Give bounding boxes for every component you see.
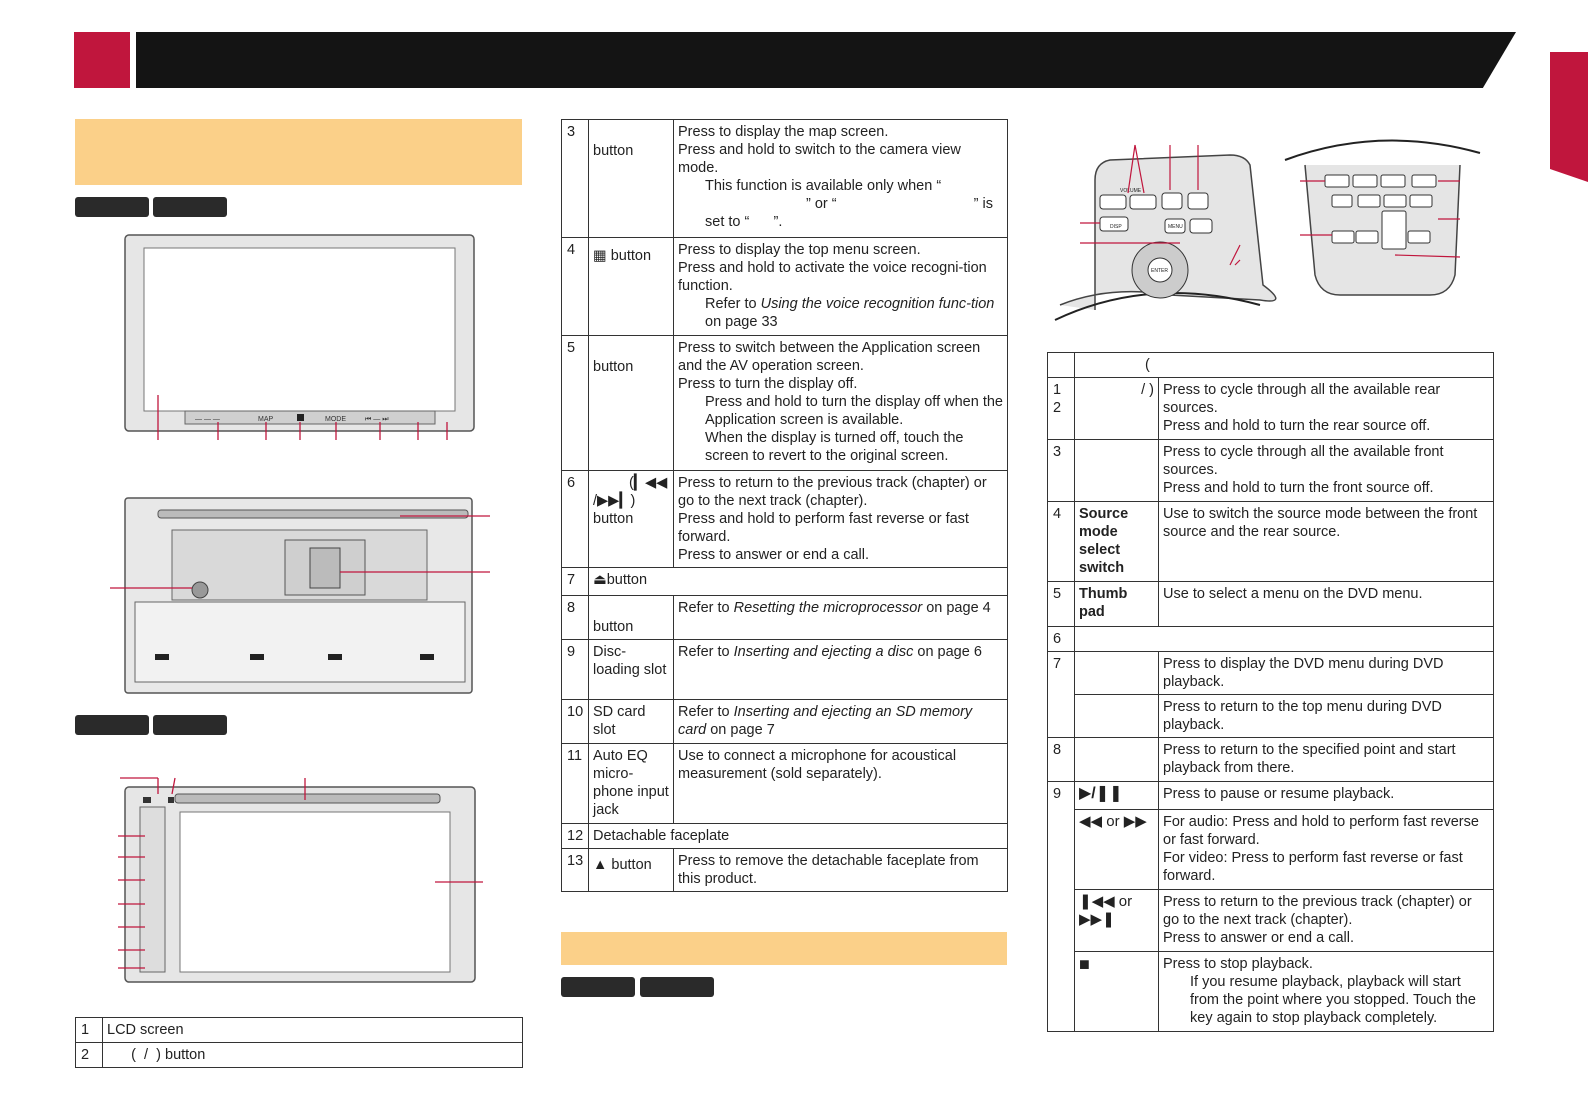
note-line: This function is available only when “ <box>705 178 942 194</box>
row-text: LCD screen <box>103 1018 523 1043</box>
desc-line: Press to switch between the Application screen and the AV operation screen. <box>678 340 981 374</box>
row-number: 7 <box>1048 652 1075 738</box>
model-tag-1 <box>75 197 149 217</box>
row-name: button <box>589 336 674 471</box>
row-number: 1 <box>76 1018 103 1043</box>
row-desc: Press to return to the previous track (chapter) or go to the next track (chapter). Press to answer or end a call. <box>1159 890 1494 952</box>
row-name: Source mode select switch <box>1075 502 1159 582</box>
row-number: 7 <box>562 568 589 596</box>
menu-grid-icon: ▦ <box>593 248 607 264</box>
table-row <box>562 120 1008 238</box>
row-number: 2 <box>76 1043 103 1068</box>
eject-icon: ⏏ <box>593 572 607 588</box>
note-line: set to “ ”. <box>705 214 783 230</box>
table-row <box>1048 582 1494 627</box>
table-row <box>562 471 1008 568</box>
row-number: 4 <box>562 238 589 336</box>
row-desc: Press to display the DVD menu during DVD playback. <box>1159 652 1494 695</box>
row-name: ( <box>1075 353 1494 378</box>
table-row <box>562 700 1008 744</box>
row-name: SD card slot <box>589 700 674 744</box>
row-desc <box>674 120 1008 238</box>
row-text: ( / ) button <box>103 1043 523 1068</box>
table-row <box>562 336 1008 471</box>
row-number <box>1048 353 1075 378</box>
row-number: 9 <box>1048 782 1075 1032</box>
row-desc: Use to connect a microphone for acoustical measurement (sold separately). <box>674 744 1008 824</box>
row-name <box>1075 627 1494 652</box>
row-number: 6 <box>1048 627 1075 652</box>
track-skip-icon: ❚◀◀ or ▶▶❚ <box>1075 890 1159 952</box>
row-name <box>1075 440 1159 502</box>
row-number: 11 <box>562 744 589 824</box>
note-line: Press and hold to turn the display off when the Application screen is available. <box>705 394 1003 428</box>
note-line: ” or “ ” is <box>806 196 993 212</box>
header-bar <box>136 32 1516 88</box>
remote-label: DISP <box>1110 224 1122 230</box>
row-desc <box>674 238 1008 336</box>
row-number: 5 <box>562 336 589 471</box>
table-row <box>562 744 1008 824</box>
row-number: 13 <box>562 849 589 892</box>
side-tab <box>1550 52 1588 182</box>
table-row <box>76 1043 523 1068</box>
row-name: ⏏button <box>589 568 1008 596</box>
row-number: 3 <box>562 120 589 238</box>
row-number: 1 2 <box>1048 378 1075 440</box>
row-number: 6 <box>562 471 589 568</box>
remote-label: VOLUME <box>1120 188 1142 194</box>
row-name <box>1075 695 1159 738</box>
row-name: button <box>589 596 674 640</box>
prev-track-icon: (▎◀◀ <box>629 475 668 491</box>
table-row <box>1048 810 1494 890</box>
table-row <box>562 824 1008 849</box>
table-left <box>75 1017 523 1068</box>
row-name: Thumb pad <box>1075 582 1159 627</box>
stop-icon: ■ <box>1075 952 1159 1032</box>
table-row <box>1048 952 1494 1032</box>
device-front-illustration <box>100 230 520 445</box>
row-number: 12 <box>562 824 589 849</box>
row-desc: Use to select a menu on the DVD menu. <box>1159 582 1494 627</box>
table-row <box>1048 627 1494 652</box>
row-number: 8 <box>562 596 589 640</box>
row-name: ▲ button <box>589 849 674 892</box>
row-number: 10 <box>562 700 589 744</box>
table-row <box>1048 502 1494 582</box>
table-row <box>1048 782 1494 810</box>
row-number: 5 <box>1048 582 1075 627</box>
model-tag-6 <box>640 977 714 997</box>
model-tag-3 <box>75 715 149 735</box>
table-row <box>76 1018 523 1043</box>
row-desc: Refer to Inserting and ejecting an SD memory card on page 7 <box>674 700 1008 744</box>
model-tag-4 <box>153 715 227 735</box>
row-desc <box>674 336 1008 471</box>
row-name: ▦ button <box>589 238 674 336</box>
desc-line: Press to display the map screen. <box>678 124 889 140</box>
desc-line: Press to return to the previous track (chapter) or go to the next track (chapter). <box>678 475 987 509</box>
table-right <box>1047 352 1494 1032</box>
row-name: Auto EQ micro-phone input jack <box>589 744 674 824</box>
table-row <box>562 238 1008 336</box>
desc-line: Press and hold to switch to the camera view mode. <box>678 142 961 176</box>
row-desc: Press to stop playback. If you resume playback, playback will start from the point where you stopped. Touch the key again to stop playback completely. <box>1159 952 1494 1032</box>
table-row <box>1048 353 1494 378</box>
table-row <box>1048 695 1494 738</box>
section-heading-left <box>75 119 522 185</box>
detach-icon: ▲ <box>593 857 608 873</box>
play-pause-icon: ▶/❚❚ <box>1075 782 1159 810</box>
svg-text:— — —: — — — <box>195 416 220 423</box>
remote-label: ENTER <box>1151 268 1168 274</box>
table-row <box>562 640 1008 700</box>
row-desc: Press to return to the specified point and start playback from there. <box>1159 738 1494 782</box>
desc-line: Press to display the top menu screen. <box>678 242 921 258</box>
section-heading-mid <box>561 932 1007 965</box>
row-desc: Press to return to the top menu during DVD playback. <box>1159 695 1494 738</box>
table-row <box>562 568 1008 596</box>
remote-label: MENU <box>1168 224 1183 230</box>
header-accent-block <box>74 32 130 88</box>
desc-line: Press to answer or end a call. <box>678 547 870 563</box>
row-name: button <box>589 120 674 238</box>
ref-line: Refer to Using the voice recognition func-tion on page 33 <box>705 296 995 330</box>
row-desc: Press to cycle through all the available front sources. Press and hold to turn the front source off. <box>1159 440 1494 502</box>
row-name: / ) <box>1075 378 1159 440</box>
row-desc: For audio: Press and hold to perform fast reverse or fast forward. For video: Press to perform fast reverse or fast forward. <box>1159 810 1494 890</box>
model-tag-2 <box>153 197 227 217</box>
device-detachable-illustration <box>100 772 500 987</box>
svg-text:MODE: MODE <box>325 416 346 423</box>
svg-text:MAP: MAP <box>258 416 274 423</box>
row-desc: Refer to Resetting the microprocessor on page 4 <box>674 596 1008 640</box>
row-name: Disc-loading slot <box>589 640 674 700</box>
row-desc: Press to pause or resume playback. <box>1159 782 1494 810</box>
fast-rev-fwd-icon: ◀◀ or ▶▶ <box>1075 810 1159 890</box>
row-name: (▎◀◀ /▶▶▎) button <box>589 471 674 568</box>
table-row <box>562 849 1008 892</box>
desc-line: Press to turn the display off. <box>678 376 858 392</box>
row-number: 8 <box>1048 738 1075 782</box>
row-name: Detachable faceplate <box>589 824 1008 849</box>
remote-control-illustration <box>1050 135 1490 335</box>
device-open-illustration <box>100 490 500 700</box>
svg-text:⏮ — ⏭: ⏮ — ⏭ <box>365 416 389 423</box>
table-mid <box>561 119 1008 892</box>
table-row <box>1048 890 1494 952</box>
next-track-icon: /▶▶▎) <box>593 493 636 509</box>
row-number: 9 <box>562 640 589 700</box>
row-name <box>1075 652 1159 695</box>
table-row <box>1048 652 1494 695</box>
table-row <box>562 596 1008 640</box>
row-number: 4 <box>1048 502 1075 582</box>
table-row <box>1048 738 1494 782</box>
row-desc: Use to switch the source mode between the front source and the rear source. <box>1159 502 1494 582</box>
note-line: When the display is turned off, touch the screen to revert to the original screen. <box>705 430 964 464</box>
row-name <box>1075 738 1159 782</box>
table-row <box>1048 378 1494 440</box>
row-desc: Press to remove the detachable faceplate from this product. <box>674 849 1008 892</box>
model-tag-5 <box>561 977 635 997</box>
row-number: 3 <box>1048 440 1075 502</box>
row-desc: Refer to Inserting and ejecting a disc on page 6 <box>674 640 1008 700</box>
row-desc <box>674 471 1008 568</box>
row-desc: Press to cycle through all the available rear sources. Press and hold to turn the rear source off. <box>1159 378 1494 440</box>
desc-line: Press and hold to activate the voice recogni-tion function. <box>678 260 987 294</box>
table-row <box>1048 440 1494 502</box>
desc-line: Press and hold to perform fast reverse or fast forward. <box>678 511 969 545</box>
